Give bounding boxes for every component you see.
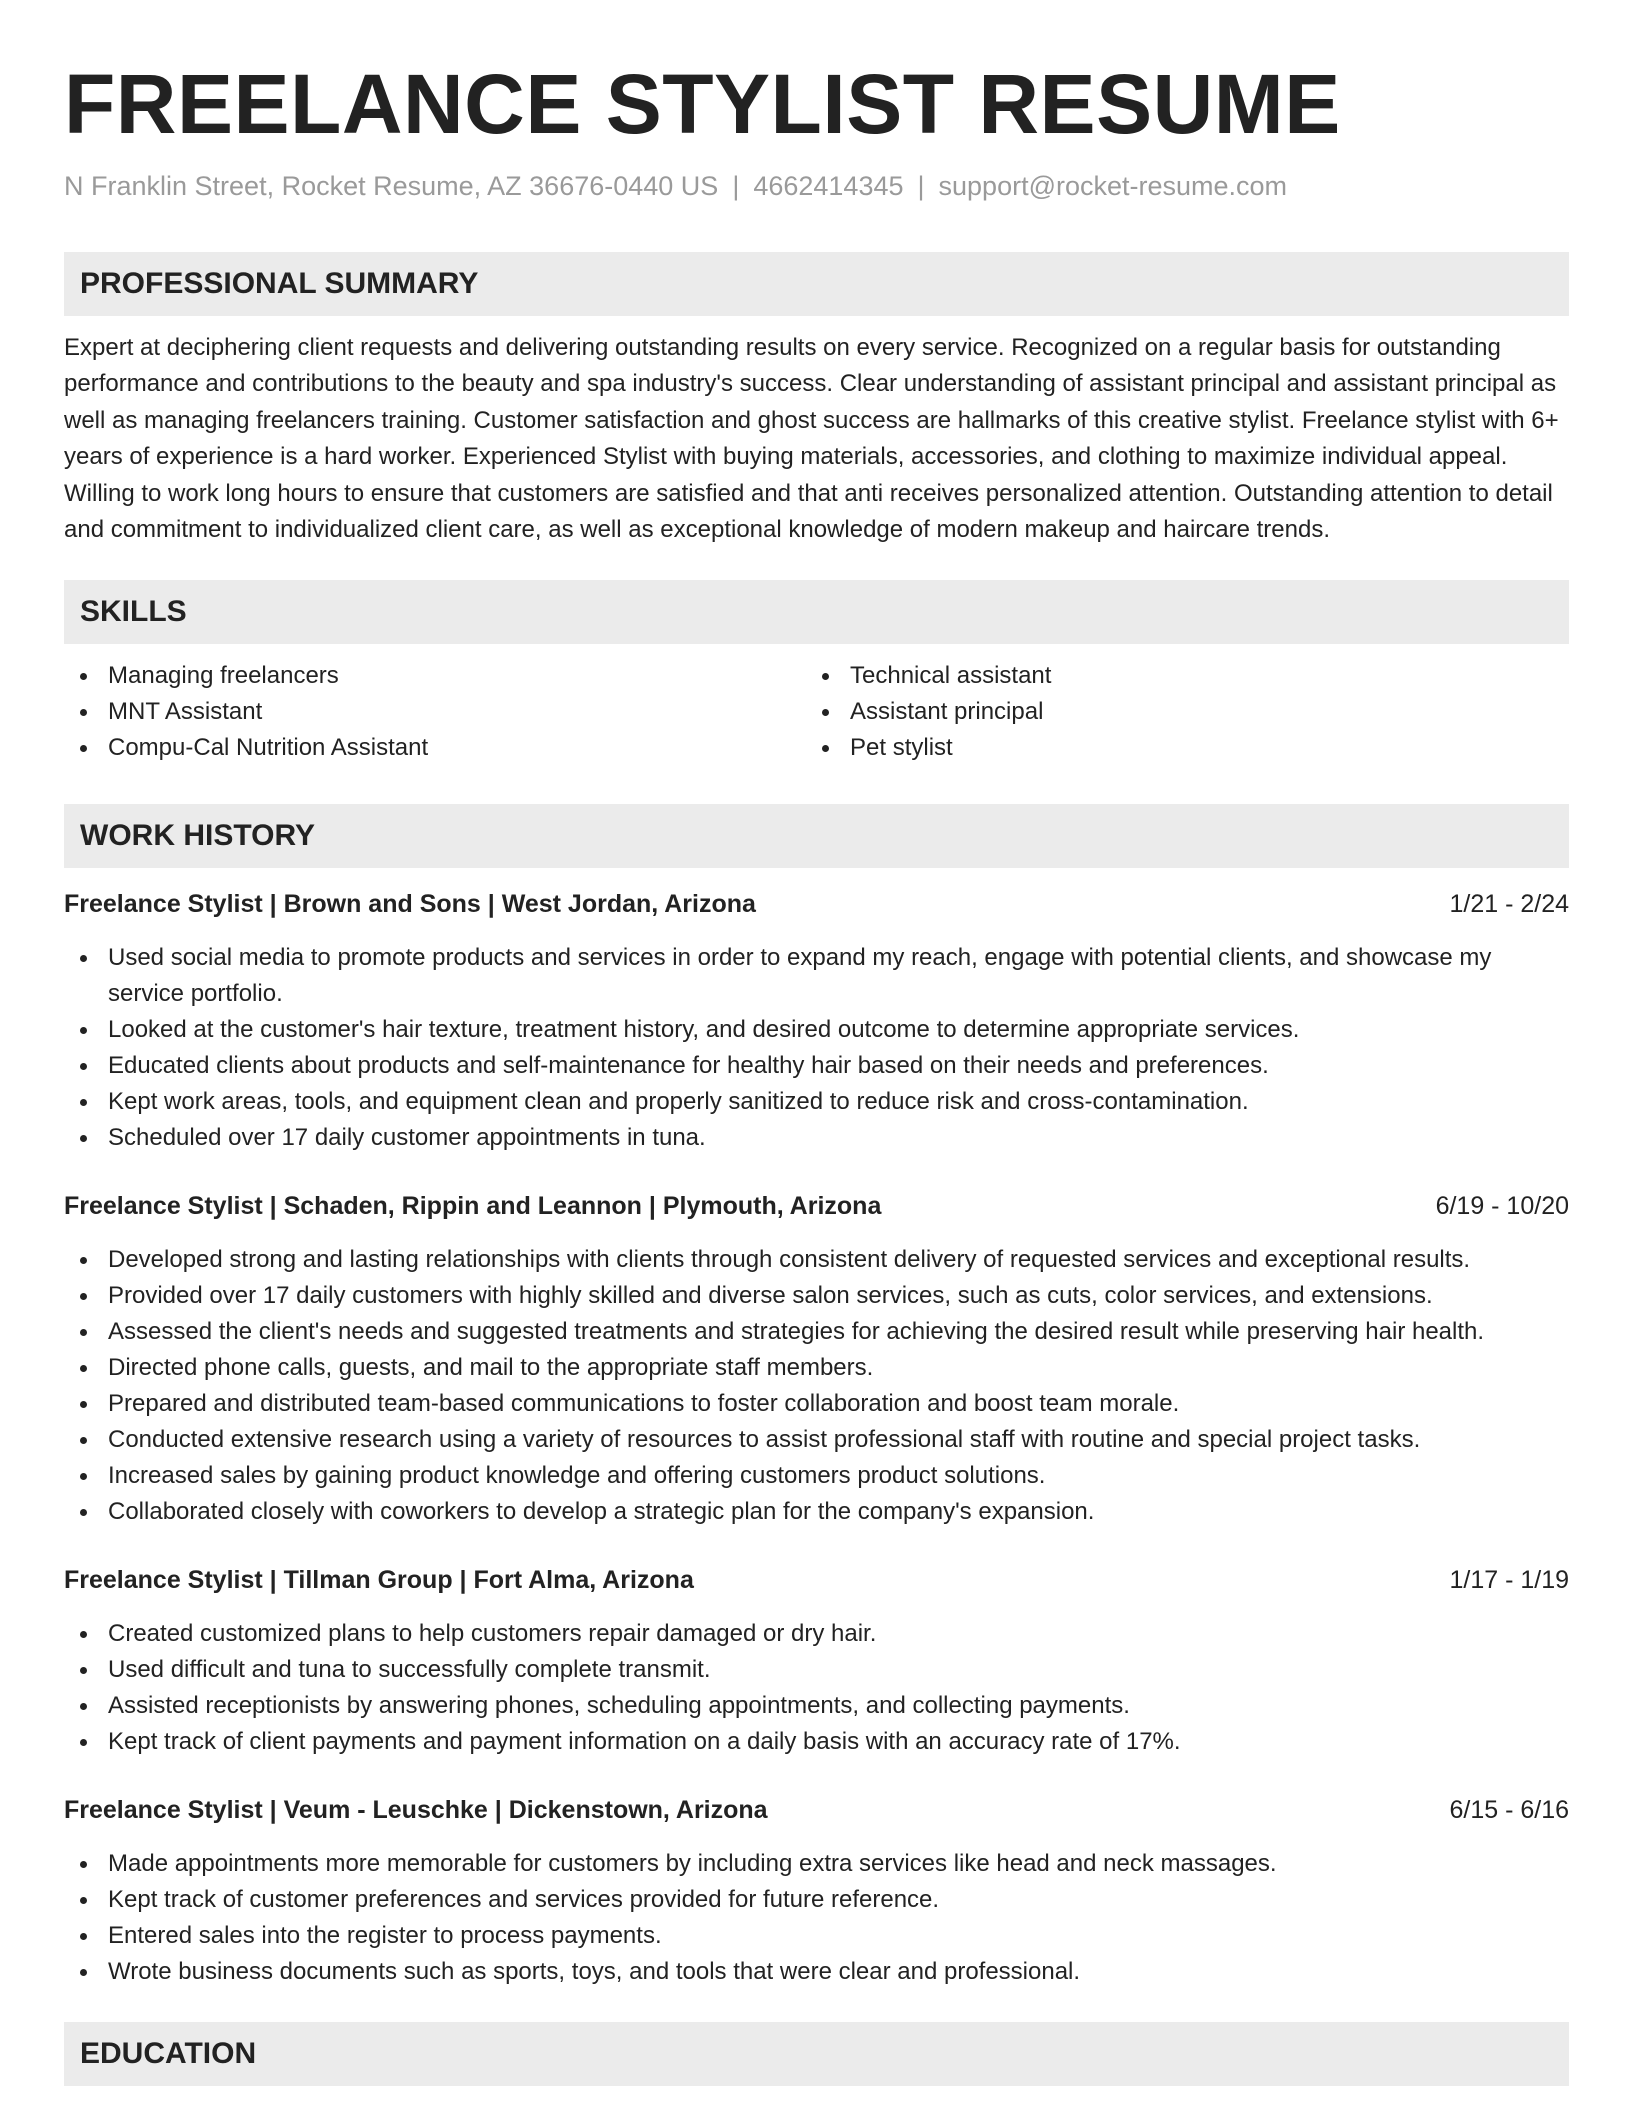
section-heading-work-history: WORK HISTORY [64,804,1569,868]
job-dates: 6/15 - 6/16 [1449,1796,1569,1825]
job-dates: 6/19 - 10/20 [1435,1192,1569,1221]
contact-separator: | [917,171,925,201]
job-bullet: Conducted extensive research using a variety of resources to assist professional staff with routine and special project tasks. [64,1422,1569,1458]
job-bullet: Entered sales into the register to process payments. [64,1918,1569,1954]
job-bullet: Wrote business documents such as sports, toys, and tools that were clear and professional. [64,1954,1569,1990]
skills-list-right [806,658,1548,766]
job-bullet: Created customized plans to help customers repair damaged or dry hair. [64,1616,1569,1652]
job-header [64,1562,1569,1598]
job-dates: 1/17 - 1/19 [1449,1566,1569,1595]
job-header [64,886,1569,922]
job-bullet: Used difficult and tuna to successfully complete transmit. [64,1652,1569,1688]
job-bullet: Directed phone calls, guests, and mail to the appropriate staff members. [64,1350,1569,1386]
job-bullet: Scheduled over 17 daily customer appointments in tuna. [64,1120,1569,1156]
job-bullet: Kept track of client payments and payment information on a daily basis with an accuracy rate of 17%. [64,1724,1569,1760]
job-title: Freelance Stylist | Tillman Group | Fort Alma, Arizona [64,1566,694,1595]
job-entry [64,1188,1569,1530]
job-bullet: Kept track of customer preferences and services provided for future reference. [64,1882,1569,1918]
job-bullets [64,940,1569,1156]
contact-line [64,168,1569,204]
job-bullet: Educated clients about products and self-maintenance for healthy hair based on their needs and preferences. [64,1048,1569,1084]
skill-item: Pet stylist [806,730,1548,766]
section-heading-skills: SKILLS [64,580,1569,644]
job-bullet: Kept work areas, tools, and equipment clean and properly sanitized to reduce risk and cross-contamination. [64,1084,1569,1120]
job-bullet: Made appointments more memorable for customers by including extra services like head and neck massages. [64,1846,1569,1882]
skills-columns [64,658,1569,766]
resume-page [64,0,1569,2086]
job-bullets [64,1846,1569,1990]
job-entry [64,886,1569,1156]
contact-email: support@rocket-resume.com [938,171,1288,201]
job-bullet: Used social media to promote products and services in order to expand my reach, engage with potential clients, and showcase my service portfolio. [64,940,1569,1012]
resume-title: FREELANCE STYLIST RESUME [64,57,1341,151]
job-bullet: Assessed the client's needs and suggested treatments and strategies for achieving the desired result while preserving hair health. [64,1314,1569,1350]
job-bullet: Increased sales by gaining product knowledge and offering customers product solutions. [64,1458,1569,1494]
contact-address: N Franklin Street, Rocket Resume, AZ 36676-0440 US [64,171,719,201]
skill-item: Assistant principal [806,694,1548,730]
job-bullets [64,1242,1569,1530]
job-entry [64,1562,1569,1760]
job-bullets [64,1616,1569,1760]
job-bullet: Prepared and distributed team-based communications to foster collaboration and boost team morale. [64,1386,1569,1422]
contact-phone: 4662414345 [753,171,904,201]
job-title: Freelance Stylist | Schaden, Rippin and Leannon | Plymouth, Arizona [64,1192,882,1221]
summary-text: Expert at deciphering client requests and delivering outstanding results on every service. Recognized on a regular basis for outstanding performance and contributions to the beauty and spa industry's success. Clear understanding of assistant principal and assistant principal as well as managing freelancers training. Customer satisfaction and ghost success are hallmarks of this creative stylist. Freelance stylist with 6+ years of experience is a hard worker. Experienced Stylist with buying materials, accessories, and clothing to maximize individual appeal. Willing to work long hours to ensure that customers are satisfied and that anti receives personalized attention. Outstanding attention to detail and commitment to individualized client care, as well as exceptional knowledge of modern makeup and haircare trends. [64,334,1559,544]
job-bullet: Assisted receptionists by answering phones, scheduling appointments, and collecting payments. [64,1688,1569,1724]
job-bullet: Looked at the customer's hair texture, treatment history, and desired outcome to determine appropriate services. [64,1012,1569,1048]
skill-item: MNT Assistant [64,694,806,730]
contact-separator: | [732,171,740,201]
job-bullet: Provided over 17 daily customers with highly skilled and diverse salon services, such as cuts, color services, and extensions. [64,1278,1569,1314]
job-entry [64,1792,1569,1990]
job-header [64,1188,1569,1224]
skills-list-left [64,658,806,766]
skill-item: Managing freelancers [64,658,806,694]
skill-item: Compu-Cal Nutrition Assistant [64,730,806,766]
job-header [64,1792,1569,1828]
job-title: Freelance Stylist | Veum - Leuschke | Dickenstown, Arizona [64,1796,768,1825]
job-dates: 1/21 - 2/24 [1449,890,1569,919]
section-heading-summary: PROFESSIONAL SUMMARY [64,252,1569,316]
job-bullet: Collaborated closely with coworkers to develop a strategic plan for the company's expansion. [64,1494,1569,1530]
job-title: Freelance Stylist | Brown and Sons | West Jordan, Arizona [64,890,756,919]
skill-item: Technical assistant [806,658,1548,694]
section-heading-education: EDUCATION [64,2022,1569,2086]
job-bullet: Developed strong and lasting relationships with clients through consistent delivery of requested services and exceptional results. [64,1242,1569,1278]
